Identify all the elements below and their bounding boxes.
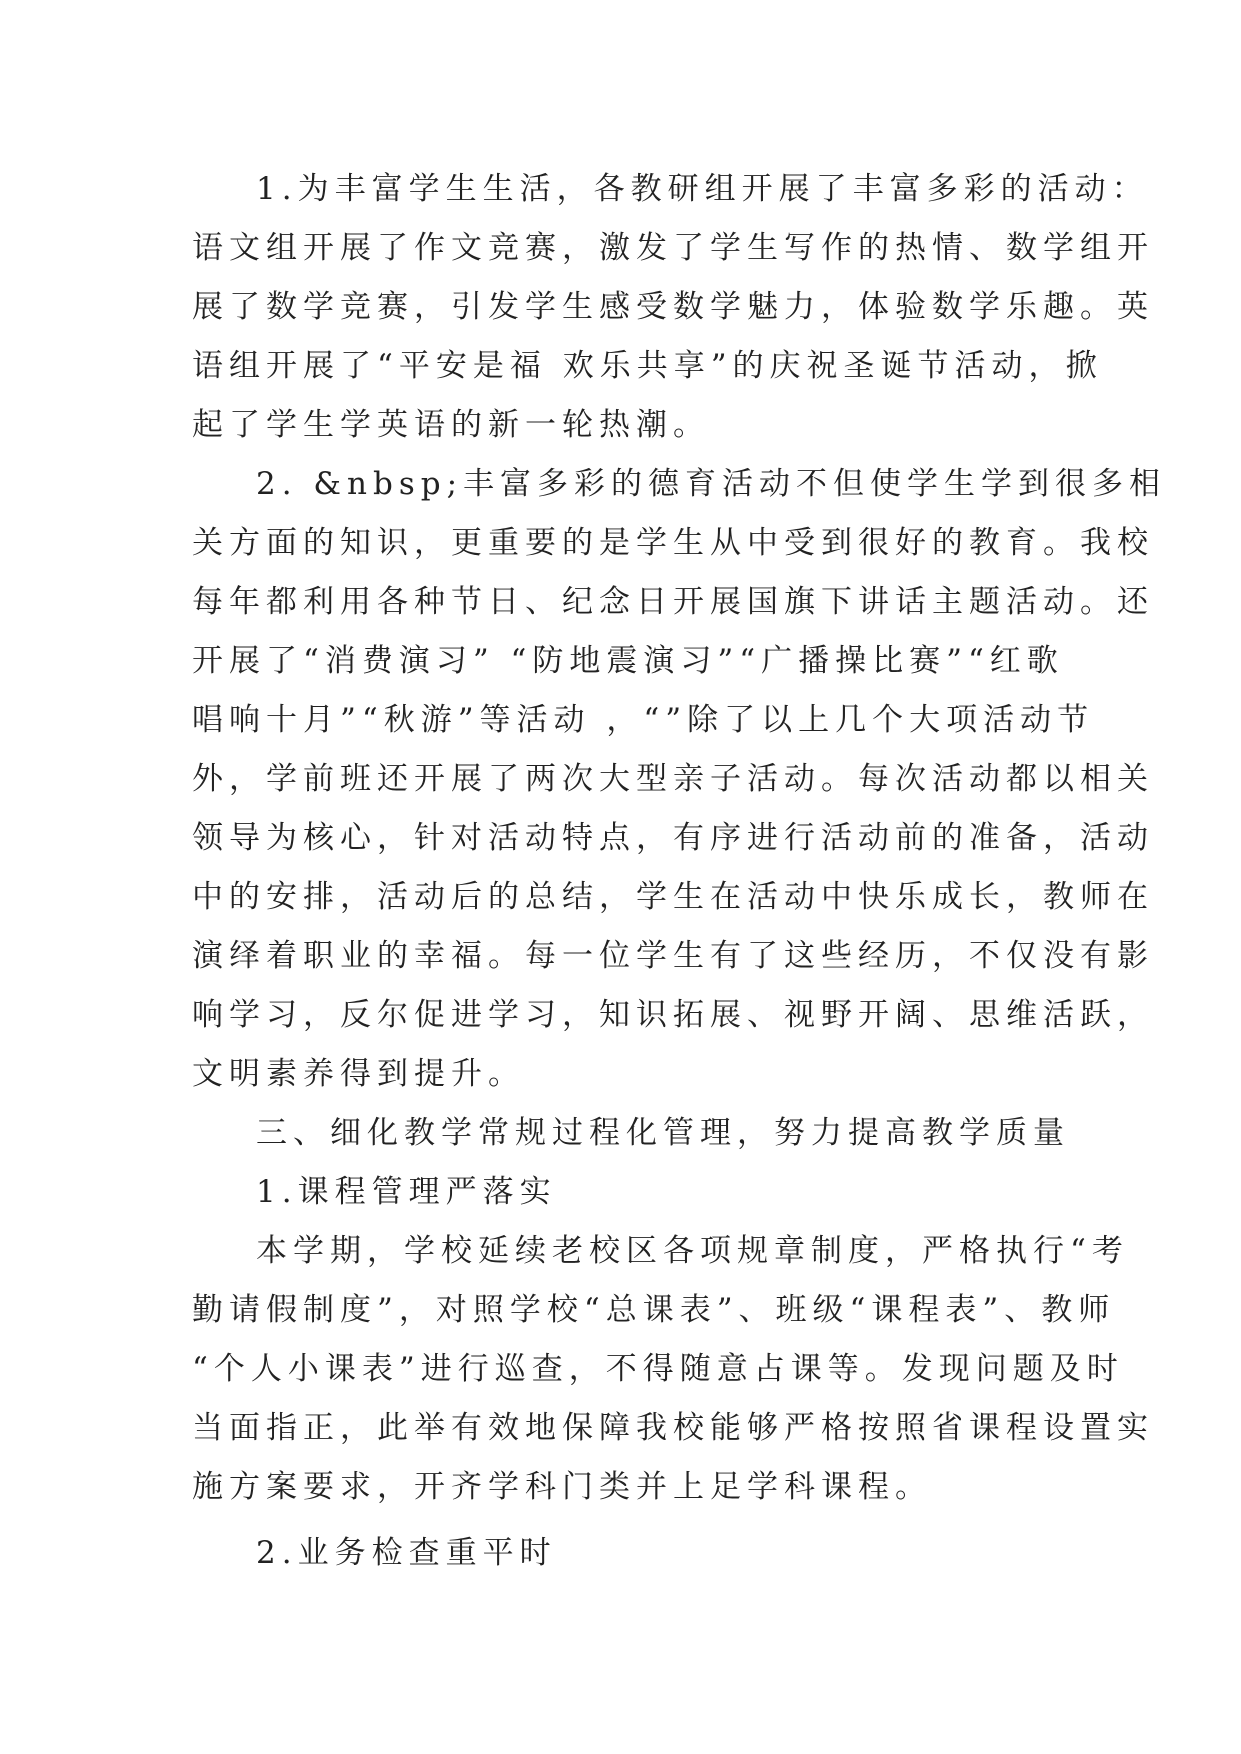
- paragraph-moral-line-3: 每年都利用各种节日、纪念日开展国旗下讲话主题活动。还: [192, 584, 1154, 620]
- paragraph-moral-line-1: 2. &nbsp;丰富多彩的德育活动不但使学生学到很多相: [256, 466, 1167, 502]
- paragraph-activities-line-3: 展了数学竞赛，引发学生感受数学魅力，体验数学乐趣。英: [192, 289, 1154, 325]
- document-body: [192, 160, 1167, 1583]
- paragraph-course-line-3: “个人小课表”进行巡查，不得随意占课等。发现问题及时: [192, 1351, 1124, 1387]
- subheading-business-check: 2.业务检查重平时: [256, 1535, 557, 1571]
- paragraph-moral-line-5: 唱响十月”“秋游”等活动 ，“”除了以上几个大项活动节: [192, 702, 1095, 738]
- paragraph-moral-line-2: 关方面的知识，更重要的是学生从中受到很好的教育。我校: [192, 525, 1154, 561]
- paragraph-moral-line-4: 开展了“消费演习” “防地震演习”“广播操比赛”“红歌: [192, 643, 1064, 679]
- paragraph-moral-line-8: 中的安排，活动后的总结，学生在活动中快乐成长，教师在: [192, 879, 1154, 915]
- paragraph-moral-line-10: 响学习，反尔促进学习，知识拓展、视野开阔、思维活跃，: [192, 997, 1154, 1033]
- paragraph-activities-line-2: 语文组开展了作文竞赛，激发了学生写作的热情、数学组开: [192, 230, 1154, 266]
- section-heading-3: 三、细化教学常规过程化管理，努力提高教学质量: [256, 1115, 1070, 1151]
- paragraph-activities-line-5: 起了学生学英语的新一轮热潮。: [192, 407, 710, 443]
- paragraph-course-line-4: 当面指正，此举有效地保障我校能够严格按照省课程设置实: [192, 1410, 1154, 1446]
- paragraph-activities-line-4: 语组开展了“平安是福 欢乐共享”的庆祝圣诞节活动，掀: [192, 348, 1103, 384]
- paragraph-course-line-1: 本学期，学校延续老校区各项规章制度，严格执行“考: [256, 1233, 1129, 1269]
- paragraph-activities-line-1: 1.为丰富学生生活，各教研组开展了丰富多彩的活动：: [256, 171, 1149, 207]
- paragraph-moral-line-7: 领导为核心，针对活动特点，有序进行活动前的准备，活动: [192, 820, 1154, 856]
- paragraph-course-line-2: 勤请假制度”，对照学校“总课表”、班级“课程表”、教师: [192, 1292, 1116, 1328]
- subheading-course-management: 1.课程管理严落实: [256, 1174, 557, 1210]
- paragraph-moral-line-9: 演绎着职业的幸福。每一位学生有了这些经历，不仅没有影: [192, 938, 1154, 974]
- paragraph-moral-line-6: 外，学前班还开展了两次大型亲子活动。每次活动都以相关: [192, 761, 1154, 797]
- paragraph-course-line-5: 施方案要求，开齐学科门类并上足学科课程。: [192, 1469, 932, 1505]
- paragraph-moral-line-11: 文明素养得到提升。: [192, 1056, 525, 1092]
